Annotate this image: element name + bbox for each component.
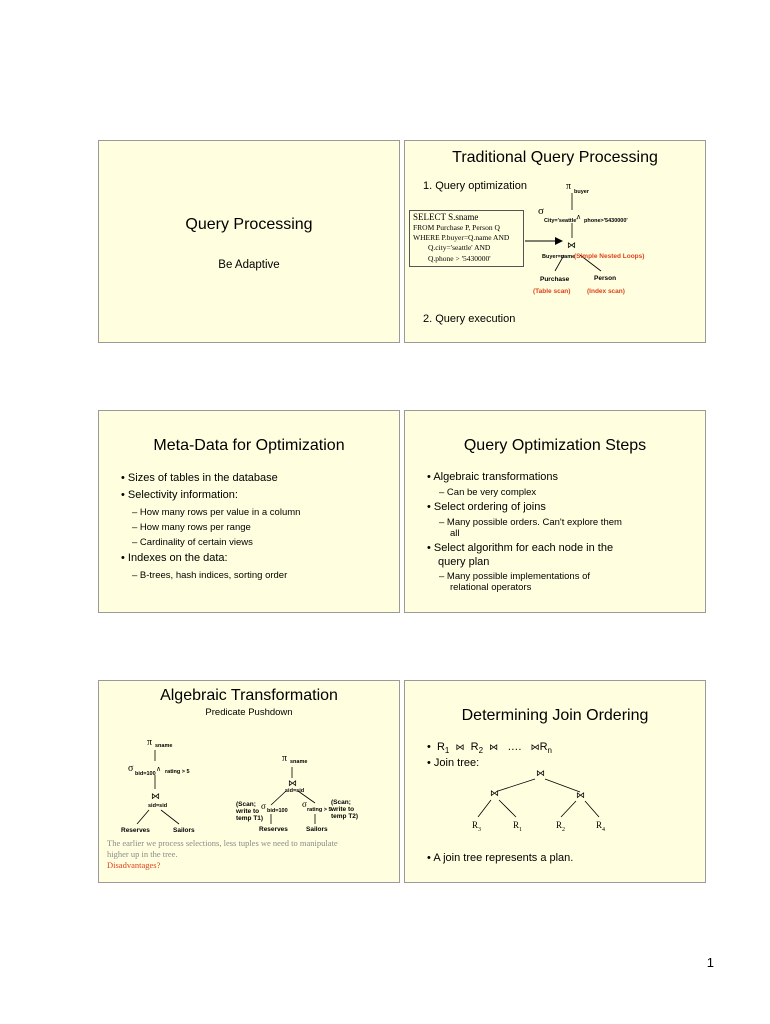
leaf-rel: R — [513, 820, 520, 830]
join-symbol: ⋈ — [288, 778, 297, 788]
selection-cond-bid: bid=100 — [135, 771, 156, 777]
list-item: • Sizes of tables in the database — [121, 472, 278, 484]
sql-line: FROM Purchase P, Person Q — [413, 223, 500, 232]
join-node-right: ⋈ — [576, 790, 585, 800]
scan-method-table: (Table scan) — [533, 288, 571, 295]
rel: R — [470, 741, 479, 753]
list-item: • Select ordering of joins — [427, 501, 546, 513]
join-symbol: ⋈ — [530, 742, 540, 752]
selection-cond-city: City='seattle' — [544, 218, 578, 224]
slide-subtitle: Predicate Pushdown — [205, 707, 293, 718]
item-text: A join tree represents a plan. — [433, 852, 574, 864]
step-query-execution: 2. Query execution — [423, 313, 516, 325]
sql-line: SELECT S.sname — [413, 212, 479, 222]
selection-cond-phone: phone>'5430000' — [584, 218, 628, 224]
selection-symbol: σ — [128, 763, 134, 774]
join-symbol: ⋈ — [567, 240, 576, 250]
slide-title: Meta-Data for Optimization — [153, 437, 345, 454]
join-method: (Simple Nested Loops) — [574, 253, 645, 260]
leaf-rel: R — [596, 820, 603, 830]
join-condition: Buyer=name — [542, 254, 576, 260]
ellipsis: …. — [507, 741, 522, 753]
slide-title: Algebraic Transformation — [160, 687, 338, 704]
note-question: Disadvantages? — [107, 860, 161, 870]
join-node-left: ⋈ — [490, 788, 499, 798]
projection-attr: sname — [290, 759, 308, 765]
slide-algebraic-transformation — [98, 680, 400, 883]
join-node-root: ⋈ — [536, 768, 545, 778]
slide-title: Query Processing — [185, 216, 313, 233]
list-subitem: – Cardinality of certain views — [132, 537, 253, 548]
slide-traditional-query-processing — [404, 140, 706, 343]
leaf-rel-index: 1 — [519, 826, 523, 833]
selection-symbol: σ — [261, 801, 266, 811]
leaf-rel: R — [556, 820, 563, 830]
list-item: • Join tree: — [427, 757, 480, 769]
list-item: • Indexes on the data: — [121, 552, 228, 564]
join-condition: sid=sid — [285, 788, 305, 794]
list-subitem-cont: relational operators — [450, 582, 532, 593]
slide-title: Traditional Query Processing — [452, 149, 658, 166]
leaf-rel-index: 2 — [562, 826, 566, 833]
scan-note-t2: write to — [331, 806, 355, 813]
relation-purchase: Purchase — [540, 276, 570, 283]
list-item: • Algebraic transformations — [427, 471, 559, 483]
scan-note-t1: temp T1) — [236, 815, 264, 822]
rel-index: 2 — [478, 746, 484, 756]
leaf-relation — [472, 820, 481, 833]
leaf-relation — [556, 820, 565, 833]
relation-reserves: Reserves — [121, 827, 150, 834]
slide-title: Determining Join Ordering — [461, 707, 649, 724]
rel-index: 1 — [444, 746, 450, 756]
selection-cond-rating: rating > 5 — [165, 769, 190, 775]
list-item: • A join tree represents a plan. — [427, 852, 574, 864]
projection-attr: buyer — [574, 189, 589, 195]
scan-note-t1: write to — [236, 808, 260, 815]
relation-sailors: Sailors — [306, 826, 328, 833]
scan-note-t2: (Scan; — [331, 799, 351, 806]
item-text: Sizes of tables in the database — [127, 472, 278, 484]
item-text: Select ordering of joins — [433, 501, 546, 513]
sql-line: Q.city='seattle' AND — [428, 243, 491, 252]
join-symbol: ⋈ — [489, 742, 499, 752]
relation-reserves: Reserves — [259, 826, 288, 833]
slide-title: Query Optimization Steps — [463, 437, 647, 454]
join-symbol: ⋈ — [151, 791, 160, 801]
list-subitem: – Many possible orders. Can't explore them — [439, 517, 622, 528]
note-text: The earlier we process selections, less tuples we need to manipulate — [107, 838, 338, 848]
slide-query-optimization-steps — [404, 410, 706, 613]
list-subitem: – How many rows per range — [132, 522, 251, 533]
projection-attr: sname — [155, 743, 173, 749]
join-condition: sid=sid — [148, 803, 168, 809]
list-subitem: – How many rows per value in a column — [132, 507, 301, 518]
list-subitem: – Can be very complex — [439, 487, 537, 498]
step-query-optimization: 1. Query optimization — [423, 180, 527, 192]
list-item: • Select algorithm for each node in the — [427, 542, 614, 554]
sql-line: WHERE P.buyer=Q.name AND — [413, 233, 510, 242]
and-symbol: ∧ — [576, 214, 582, 221]
slide-subtitle: Be Adaptive — [218, 259, 280, 271]
scan-note-t1: (Scan; — [236, 801, 256, 808]
list-subitem: – Many possible implementations of — [439, 571, 591, 582]
selection-cond-bid: bid=100 — [267, 808, 288, 814]
projection-symbol: π — [566, 181, 572, 192]
selection-symbol: σ — [302, 799, 307, 809]
slide-meta-data-for-optimization — [98, 410, 400, 613]
slide-determining-join-ordering — [404, 680, 706, 883]
relation-sailors: Sailors — [173, 827, 195, 834]
item-text: Join tree: — [433, 757, 480, 769]
list-subitem-cont: all — [450, 528, 460, 539]
leaf-rel: R — [472, 820, 479, 830]
scan-method-index: (Index scan) — [587, 288, 625, 295]
list-item: • Selectivity information: — [121, 489, 238, 501]
selection-cond-rating: rating > 5 — [307, 807, 332, 813]
rel: R — [539, 741, 548, 753]
item-text: Select algorithm for each node in the — [433, 542, 614, 554]
rel-index: n — [547, 746, 552, 756]
projection-symbol: π — [147, 737, 153, 748]
item-text: Selectivity information: — [127, 489, 238, 501]
item-text: Algebraic transformations — [433, 471, 559, 483]
leaf-rel-index: 4 — [602, 826, 606, 833]
list-item-cont: query plan — [438, 556, 490, 568]
note-text: higher up in the tree. — [107, 849, 178, 859]
rel: R — [436, 741, 445, 753]
leaf-relation — [596, 820, 605, 833]
list-subitem: – B-trees, hash indices, sorting order — [132, 570, 288, 581]
relation-person: Person — [594, 275, 617, 282]
slide-query-processing — [98, 140, 400, 343]
projection-symbol: π — [282, 753, 288, 764]
sql-line: Q.phone > '5430000' — [428, 254, 491, 263]
and-symbol: ∧ — [156, 766, 162, 773]
join-symbol: ⋈ — [455, 742, 465, 752]
item-text: Indexes on the data: — [127, 552, 228, 564]
leaf-rel-index: 3 — [478, 826, 482, 833]
page-number: 1 — [706, 955, 714, 970]
join-sequence: • $R_1$ ⋈ $R_2$ ⋈ …. $⋈R_n$ — [427, 741, 552, 756]
selection-symbol: σ — [538, 205, 544, 217]
scan-note-t2: temp T2) — [331, 813, 359, 820]
leaf-relation — [513, 820, 522, 833]
